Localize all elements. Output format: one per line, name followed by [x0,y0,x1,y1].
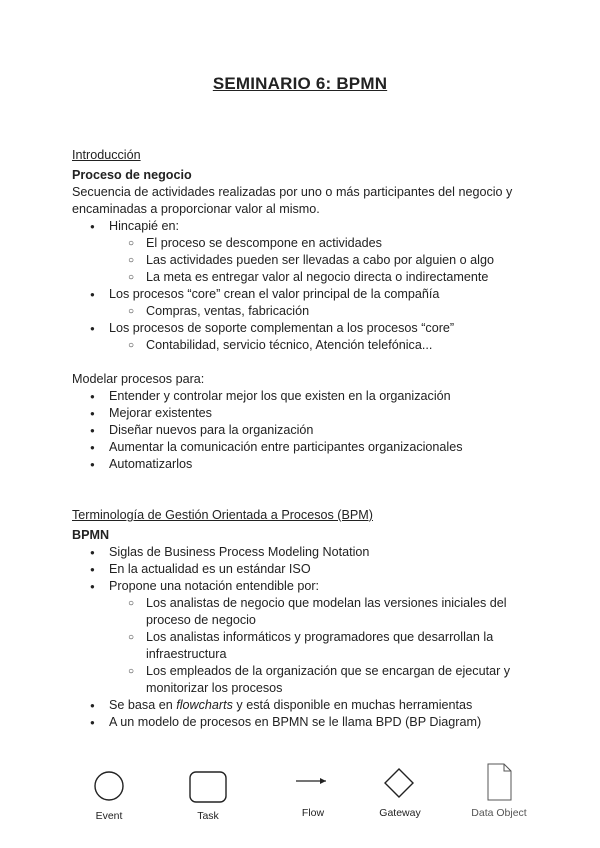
intro-paragraph: Secuencia de actividades realizadas por uno o más participantes del negocio y encaminadas a proporcionar valor al mismo. [72,185,513,216]
event-label: Event [95,810,123,822]
list-item [90,697,542,714]
intro-list [72,218,542,354]
list-item [90,320,542,354]
sub-list [109,337,542,354]
document-body [72,147,542,731]
sub-list-item: ○ Compras, ventas, fabricación [128,303,542,320]
list-item [90,286,542,320]
list-item: ● En la actualidad es un estándar ISO [90,561,542,578]
modelar-lead: Modelar procesos para: [72,372,205,386]
data-object-label: Data Object [471,807,527,819]
task-rect-icon [190,772,226,802]
sub-list [109,303,542,320]
list-item-text-pre: Se basa en [109,698,177,712]
list-item: ● Entender y controlar mejor los que existen en la organización [90,388,542,405]
intro-subheading: Proceso de negocio [72,168,192,182]
flow-arrow-head-icon [320,778,326,784]
list-item: ● Aumentar la comunicación entre participantes organizacionales [90,439,542,456]
flow-label: Flow [301,807,325,819]
sub-list-item: ○ Contabilidad, servicio técnico, Atención telefónica... [128,337,542,354]
list-item-text: Los procesos “core” crean el valor principal de la compañía [109,287,440,301]
event-circle-icon [95,772,123,800]
list-item-text-post: y está disponible en muchas herramientas [232,698,473,712]
page-title: SEMINARIO 6: BPMN [212,74,388,93]
sub-list-item: ○ Las actividades pueden ser llevadas a cabo por alguien o algo [128,252,542,269]
bpmn-shapes-svg [0,758,600,838]
list-item [90,578,542,697]
bpmn-shapes-legend [0,758,600,838]
list-item-text: Propone una notación entendible por: [109,579,320,593]
data-object-icon [488,764,511,800]
gateway-diamond-icon [385,769,413,797]
sub-list-item: ○ Los empleados de la organización que se encargan de ejecutar y monitorizar los procesos [128,663,542,697]
terminology-heading: Terminología de Gestión Orientada a Procesos (BPM) [72,508,373,522]
list-item-text: Los procesos de soporte complementan a los procesos “core” [109,321,455,335]
sub-list [109,235,542,286]
sub-list-item: ○ Los analistas informáticos y programadores que desarrollan la infraestructura [128,629,542,663]
list-item: ● Siglas de Business Process Modeling Notation [90,544,542,561]
list-item-emphasis: flowcharts [176,698,233,712]
list-item [90,218,542,286]
gateway-label: Gateway [379,807,421,819]
sub-list [109,595,542,697]
list-item: ● A un modelo de procesos en BPMN se le llama BPD (BP Diagram) [90,714,542,731]
sub-list-item: ○ Los analistas de negocio que modelan las versiones iniciales del proceso de negocio [128,595,542,629]
terminology-list [72,544,542,731]
terminology-subheading: BPMN [72,528,110,542]
modelar-list [72,388,542,473]
task-label: Task [197,810,219,822]
intro-heading: Introducción [72,148,141,162]
list-item: ● Mejorar existentes [90,405,542,422]
list-item-text: Hincapié en: [109,219,180,233]
sub-list-item: ○ La meta es entregar valor al negocio directa o indirectamente [128,269,542,286]
list-item: ● Automatizarlos [90,456,542,473]
list-item: ● Diseñar nuevos para la organización [90,422,542,439]
sub-list-item: ○ El proceso se descompone en actividades [128,235,542,252]
